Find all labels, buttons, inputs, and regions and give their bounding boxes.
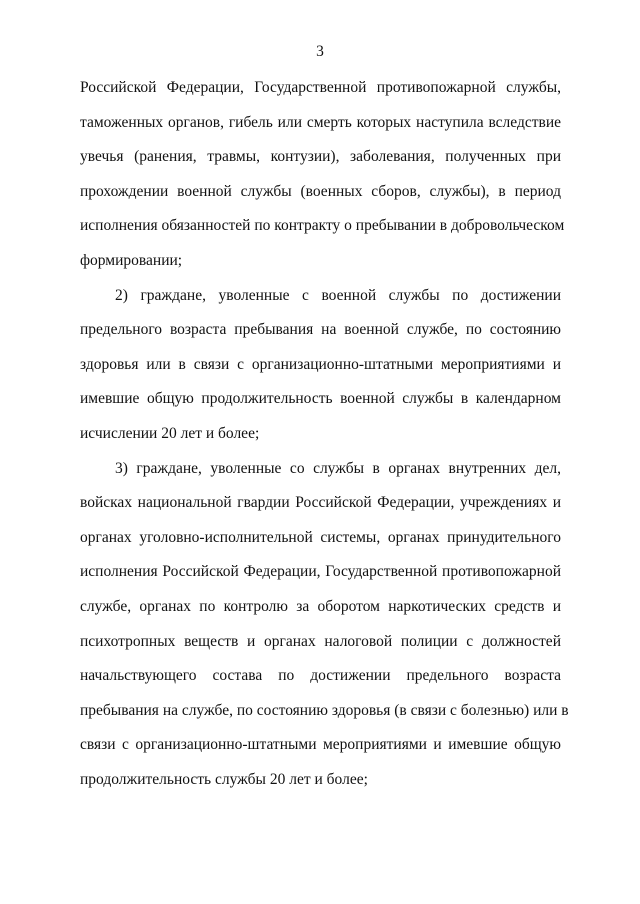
text-line: предельного возраста пребывания на военной службе, по состоянию [80, 321, 561, 339]
text-line: продолжительность службы 20 лет и более; [80, 770, 368, 788]
paragraph-1 [80, 71, 565, 279]
paragraph-3 [80, 452, 569, 798]
page-number: 3 [316, 43, 324, 60]
text-line: 3) граждане, уволенные со службы в органах внутренних дел, [115, 459, 561, 477]
text-line: органах уголовно-исполнительной системы, органах принудительного [80, 528, 561, 546]
document-body [80, 71, 569, 797]
text-line: пребывания на службе, по состоянию здоровья (в связи с болезнью) или в [80, 701, 569, 719]
text-line: прохождении военной службы (военных сборов, службы), в период [80, 182, 561, 200]
text-line: увечья (ранения, травмы, контузии), заболевания, полученных при [80, 148, 561, 166]
paragraph-2 [80, 279, 561, 452]
text-line: начальствующего состава по достижении предельного возраста [80, 667, 561, 685]
text-line: войсках национальной гвардии Российской Федерации, учреждениях и [80, 494, 561, 512]
text-line: Российской Федерации, Государственной противопожарной службы, [80, 79, 561, 96]
text-line: таможенных органов, гибель или смерть которых наступила вследствие [80, 113, 561, 131]
text-line: 2) граждане, уволенные с военной службы по достижении [115, 286, 561, 304]
text-line: психотропных веществ и органах налоговой полиции с должностей [80, 632, 561, 650]
text-line: здоровья или в связи с организационно-штатными мероприятиями и [80, 355, 561, 373]
text-line: исполнения обязанностей по контракту о пребывании в добровольческом [80, 217, 565, 235]
text-line: связи с организационно-штатными мероприятиями и имевшие общую [80, 736, 561, 754]
text-line: исчислении 20 лет и более; [80, 424, 260, 442]
text-line: службе, органах по контролю за оборотом наркотических средств и [80, 597, 561, 615]
text-line: имевшие общую продолжительность военной службы в календарном [80, 390, 561, 408]
text-line: исполнения Российской Федерации, Государственной противопожарной [80, 563, 561, 581]
text-line: формировании; [80, 251, 183, 269]
